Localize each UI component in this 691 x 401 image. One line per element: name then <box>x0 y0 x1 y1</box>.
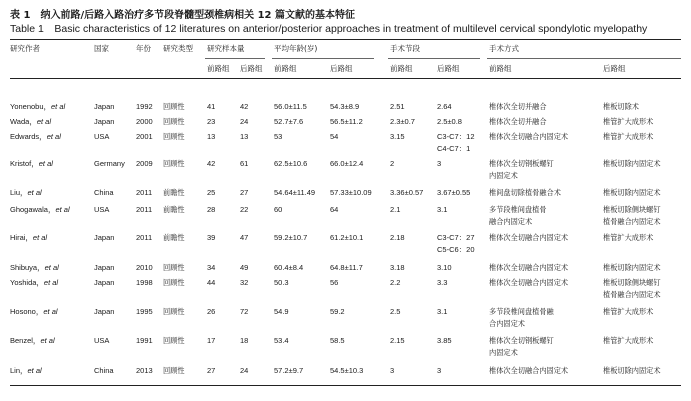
cell-meth-a: 融合内固定术 <box>489 217 533 226</box>
cell-country: Japan <box>94 102 115 111</box>
table-caption-en: Table 1 Basic characteristics of 12 literatures on anterior/posterior approaches in treatment of multilevel cervical spondylotic myelopathy <box>10 23 648 35</box>
cell-type: 回顾性 <box>163 102 185 111</box>
cell-year: 2001 <box>136 132 153 141</box>
cell-seg-a: 3.15 <box>390 132 405 141</box>
cell-n-p: 61 <box>240 159 249 168</box>
cell-seg-p: C3-C7：27 <box>437 233 475 242</box>
cell-meth-a: 多节段椎间盘植骨融 <box>489 307 554 316</box>
author-name: Liu， <box>10 188 28 197</box>
cell-age-p: 66.0±12.4 <box>330 159 364 168</box>
cell-author <box>10 306 58 317</box>
author-etal: et al <box>40 336 55 345</box>
cell-n-a: 27 <box>207 366 216 375</box>
cell-year: 1992 <box>136 102 153 111</box>
cell-age-a: 53 <box>274 132 283 141</box>
cell-meth-p: 椎板切除侧块螺钉 <box>603 278 661 287</box>
header-age-posterior: 后路组 <box>330 64 353 73</box>
author-name: Shibuya， <box>10 263 45 272</box>
cell-seg-p: 3.1 <box>437 205 448 214</box>
cell-age-p: 54 <box>330 132 339 141</box>
cell-seg-a: 3.36±0.57 <box>390 188 424 197</box>
cell-age-p: 64.8±11.7 <box>330 263 363 272</box>
cell-type: 前瞻性 <box>163 188 185 197</box>
cell-author <box>10 158 53 169</box>
sample-group-rule <box>205 58 265 59</box>
age-group-rule <box>272 58 374 59</box>
cell-meth-a: 椎间盘切除植骨融合术 <box>489 188 561 197</box>
author-name: Yoshida， <box>10 278 44 287</box>
cell-meth-a: 椎体次全切钢板螺钉 <box>489 336 554 345</box>
cell-age-a: 59.2±10.7 <box>274 233 308 242</box>
cell-country: USA <box>94 132 110 141</box>
cell-meth-a: 内固定术 <box>489 171 518 180</box>
cell-n-p: 24 <box>240 366 249 375</box>
author-etal: et al <box>27 366 42 375</box>
cell-seg-p: 3 <box>437 366 442 375</box>
cell-meth-a: 合内固定术 <box>489 319 525 328</box>
cell-meth-a: 椎体次全切融合内固定术 <box>489 278 569 287</box>
cell-seg-a: 2.2 <box>390 278 401 287</box>
cell-author <box>10 101 65 112</box>
author-etal: et al <box>36 117 52 126</box>
cell-seg-p: C3-C7：12 <box>437 132 475 141</box>
author-name: Hirai， <box>10 233 33 242</box>
cell-n-p: 49 <box>240 263 249 272</box>
cell-author <box>10 335 55 346</box>
cell-country: Japan <box>94 307 115 316</box>
cell-type: 回顾性 <box>163 336 185 345</box>
author-etal: et al <box>27 188 42 197</box>
cell-type: 回顾性 <box>163 132 185 141</box>
cell-age-a: 60 <box>274 205 283 214</box>
cell-meth-p: 椎板切除内固定术 <box>603 366 661 375</box>
cell-year: 2010 <box>136 263 153 272</box>
cell-author <box>10 187 42 198</box>
cell-author <box>10 204 70 215</box>
author-etal: et al <box>55 205 70 214</box>
cell-seg-a: 2.3±0.7 <box>390 117 415 126</box>
cell-age-a: 53.4 <box>274 336 289 345</box>
cell-n-p: 42 <box>240 102 249 111</box>
cell-seg-p: 2.64 <box>437 102 452 111</box>
cell-age-p: 61.2±10.1 <box>330 233 364 242</box>
cell-year: 2013 <box>136 366 153 375</box>
cell-meth-a: 椎体次全切融合内固定术 <box>489 263 569 272</box>
cell-type: 回顾性 <box>163 278 185 287</box>
cell-country: Germany <box>94 159 125 168</box>
author-name: Wada， <box>10 117 37 126</box>
cell-meth-a: 椎体次全切并融合 <box>489 102 547 111</box>
cell-n-p: 72 <box>240 307 249 316</box>
cell-seg-p: 3.85 <box>437 336 452 345</box>
cell-type: 回顾性 <box>163 307 185 316</box>
cell-meth-a: 椎体次全切融合内固定术 <box>489 233 569 242</box>
cell-n-a: 28 <box>207 205 216 214</box>
cell-n-a: 17 <box>207 336 216 345</box>
cell-age-a: 62.5±10.6 <box>274 159 308 168</box>
author-name: Ghogawala， <box>10 205 56 214</box>
cell-country: Japan <box>94 117 115 126</box>
cell-year: 2011 <box>136 233 153 242</box>
author-etal: et al <box>51 102 66 111</box>
cell-meth-p: 椎管扩大成形术 <box>603 132 654 141</box>
cell-seg-p: 3.1 <box>437 307 448 316</box>
cell-n-a: 34 <box>207 263 216 272</box>
cell-n-p: 13 <box>240 132 249 141</box>
cell-age-p: 57.33±10.09 <box>330 188 372 197</box>
cell-age-a: 50.3 <box>274 278 289 287</box>
cell-age-a: 52.7±7.6 <box>274 117 304 126</box>
cell-n-a: 39 <box>207 233 216 242</box>
cell-n-p: 22 <box>240 205 249 214</box>
cell-type: 回顾性 <box>163 117 185 126</box>
cell-seg-a: 2.15 <box>390 336 405 345</box>
cell-age-a: 57.2±9.7 <box>274 366 304 375</box>
bottom-rule <box>10 385 681 386</box>
cell-meth-p: 椎板切除内固定术 <box>603 263 661 272</box>
cell-n-p: 27 <box>240 188 249 197</box>
cell-meth-p: 椎管扩大成形术 <box>603 307 654 316</box>
cell-type: 回顾性 <box>163 263 185 272</box>
header-sample-anterior: 前路组 <box>207 64 230 73</box>
cell-age-a: 56.0±11.5 <box>274 102 307 111</box>
cell-n-a: 42 <box>207 159 216 168</box>
header-segments: 手术节段 <box>390 44 420 53</box>
cell-meth-p: 椎板切除术 <box>603 102 639 111</box>
header-segments-posterior: 后路组 <box>437 64 460 73</box>
header-method-anterior: 前路组 <box>489 64 512 73</box>
cell-seg-p: C5-C6：20 <box>437 245 475 254</box>
author-etal: et al <box>43 278 59 287</box>
cell-seg-a: 2.1 <box>390 205 401 214</box>
cell-n-a: 13 <box>207 132 216 141</box>
header-author: 研究作者 <box>10 44 40 53</box>
cell-age-a: 54.64±11.49 <box>274 188 316 197</box>
cell-author <box>10 232 47 243</box>
cell-year: 2000 <box>136 117 153 126</box>
cell-year: 2011 <box>136 188 153 197</box>
header-year: 年份 <box>136 44 151 53</box>
cell-country: Japan <box>94 263 115 272</box>
segment-group-rule <box>388 58 480 59</box>
cell-n-p: 18 <box>240 336 249 345</box>
cell-country: China <box>94 366 114 375</box>
cell-age-p: 54.5±10.3 <box>330 366 364 375</box>
cell-author <box>10 277 58 288</box>
cell-country: Japan <box>94 233 115 242</box>
cell-seg-p: 3.3 <box>437 278 448 287</box>
cell-seg-a: 2 <box>390 159 395 168</box>
cell-author <box>10 365 42 376</box>
cell-meth-a: 椎体次全切融合内固定术 <box>489 132 569 141</box>
cell-n-a: 23 <box>207 117 216 126</box>
cell-age-p: 56 <box>330 278 339 287</box>
cell-meth-p: 椎管扩大成形术 <box>603 233 654 242</box>
cell-meth-p: 植骨融合内固定术 <box>603 217 661 226</box>
cell-country: Japan <box>94 278 115 287</box>
author-name: Kristof， <box>10 159 39 168</box>
cell-country: USA <box>94 336 110 345</box>
author-name: Yonenobu， <box>10 102 52 111</box>
cell-age-a: 54.9 <box>274 307 289 316</box>
header-type: 研究类型 <box>163 44 193 53</box>
header-rule <box>10 78 681 79</box>
cell-meth-p: 椎板切除侧块螺钉 <box>603 205 661 214</box>
cell-seg-a: 2.51 <box>390 102 405 111</box>
cell-meth-p: 椎管扩大成形术 <box>603 336 654 345</box>
cell-meth-a: 多节段椎间盘植骨 <box>489 205 547 214</box>
cell-meth-p: 椎管扩大成形术 <box>603 117 654 126</box>
cell-age-p: 56.5±11.2 <box>330 117 363 126</box>
cell-author <box>10 131 61 142</box>
author-name: Hosono， <box>10 307 44 316</box>
cell-n-p: 32 <box>240 278 249 287</box>
cell-meth-a: 椎体次全切钢板螺钉 <box>489 159 554 168</box>
cell-meth-p: 椎板切除内固定术 <box>603 188 661 197</box>
cell-type: 回顾性 <box>163 366 185 375</box>
header-sample: 研究样本量 <box>207 44 245 53</box>
header-age: 平均年龄(岁) <box>274 44 318 53</box>
author-etal: et al <box>43 307 58 316</box>
author-name: Lin， <box>10 366 28 375</box>
cell-country: USA <box>94 205 110 214</box>
author-etal: et al <box>44 263 59 272</box>
cell-type: 前瞻性 <box>163 205 185 214</box>
cell-age-p: 54.3±8.9 <box>330 102 360 111</box>
cell-seg-p: 3.10 <box>437 263 452 272</box>
cell-n-p: 47 <box>240 233 249 242</box>
cell-age-a: 60.4±8.4 <box>274 263 304 272</box>
cell-age-p: 58.5 <box>330 336 345 345</box>
cell-type: 回顾性 <box>163 159 185 168</box>
cell-seg-a: 3.18 <box>390 263 405 272</box>
header-method: 手术方式 <box>489 44 519 53</box>
cell-year: 1995 <box>136 307 153 316</box>
cell-meth-a: 椎体次全切并融合 <box>489 117 547 126</box>
table-caption-cn: 表 1 纳入前路/后路入路治疗多节段脊髓型颈椎病相关 12 篇文献的基本特征 <box>10 10 355 21</box>
cell-seg-a: 2.5 <box>390 307 401 316</box>
cell-age-p: 59.2 <box>330 307 345 316</box>
cell-author <box>10 262 59 273</box>
author-name: Edwards， <box>10 132 47 141</box>
author-etal: et al <box>46 132 61 141</box>
cell-n-p: 24 <box>240 117 249 126</box>
cell-n-a: 26 <box>207 307 216 316</box>
cell-age-p: 64 <box>330 205 339 214</box>
cell-meth-p: 椎板切除内固定术 <box>603 159 661 168</box>
top-rule <box>10 39 681 40</box>
cell-year: 1998 <box>136 278 153 287</box>
cell-n-a: 25 <box>207 188 216 197</box>
header-method-posterior: 后路组 <box>603 64 626 73</box>
cell-author <box>10 116 51 127</box>
cell-meth-a: 内固定术 <box>489 348 518 357</box>
author-name: Benzel， <box>10 336 41 345</box>
cell-country: China <box>94 188 114 197</box>
cell-year: 2011 <box>136 205 153 214</box>
cell-year: 2009 <box>136 159 153 168</box>
cell-meth-p: 植骨融合内固定术 <box>603 290 661 299</box>
cell-n-a: 44 <box>207 278 216 287</box>
cell-seg-p: 3 <box>437 159 442 168</box>
cell-type: 前瞻性 <box>163 233 185 242</box>
cell-meth-a: 椎体次全切融合内固定术 <box>489 366 569 375</box>
cell-year: 1991 <box>136 336 153 345</box>
header-sample-posterior: 后路组 <box>240 64 263 73</box>
header-age-anterior: 前路组 <box>274 64 297 73</box>
author-etal: et al <box>32 233 48 242</box>
header-segments-anterior: 前路组 <box>390 64 413 73</box>
cell-seg-p: C4-C7：1 <box>437 144 471 153</box>
cell-n-a: 41 <box>207 102 216 111</box>
cell-seg-a: 3 <box>390 366 395 375</box>
cell-seg-p: 2.5±0.8 <box>437 117 462 126</box>
header-country: 国家 <box>94 44 109 53</box>
author-etal: et al <box>38 159 53 168</box>
cell-seg-a: 2.18 <box>390 233 405 242</box>
method-group-rule <box>487 58 681 59</box>
cell-seg-p: 3.67±0.55 <box>437 188 471 197</box>
